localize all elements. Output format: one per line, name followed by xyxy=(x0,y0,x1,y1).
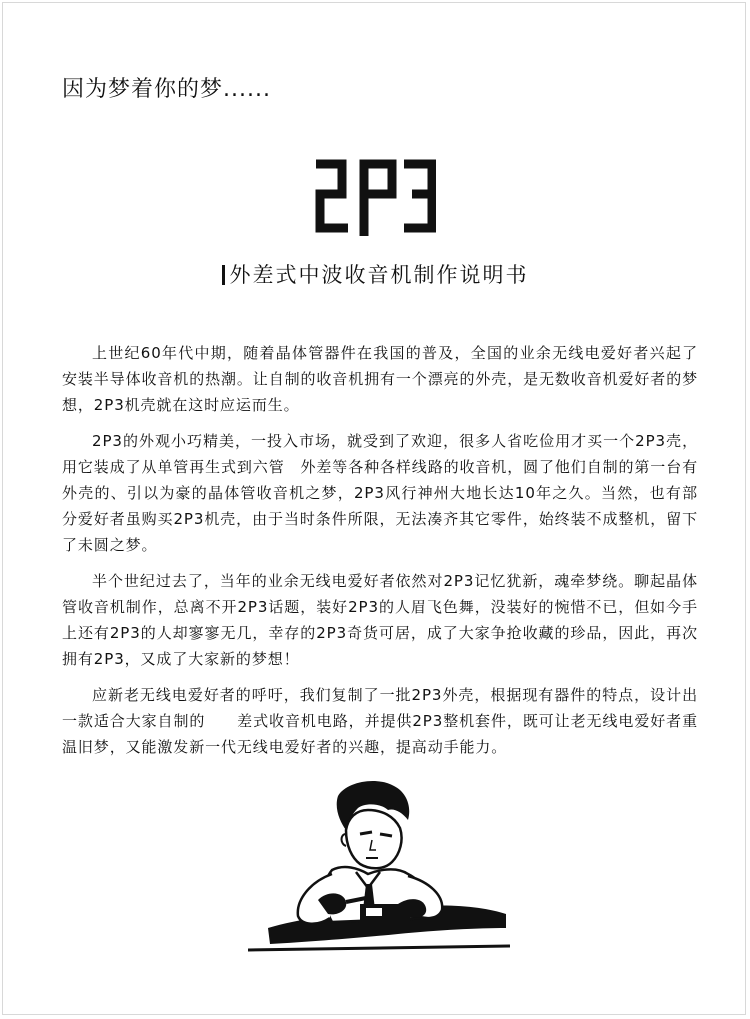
paragraph-2: 2P3的外观小巧精美，一投入市场，就受到了欢迎，很多人省吃俭用才买一个2P3壳，用它装成了从单管再生式到六管 外差等各种各样线路的收音机，圆了他们自制的第一台有外壳的、引以为豪的晶体管收音机之梦，2P3风行神州大地长达10年之久。当然，也有部分爱好者虽购买2P3机壳，由于当时条件所限，无法凑齐其它零件，始终装不成整机，留下了未圆之梦。 xyxy=(62,432,699,554)
paragraph-1: 上世纪60年代中期，随着晶体管器件在我国的普及，全国的业余无线电爱好者兴起了安装半导体收音机的热潮。让自制的收音机拥有一个漂亮的外壳，是无数收音机爱好者的梦想，2P3机壳就在这时应运而生。 xyxy=(62,344,699,414)
logo-2p3 xyxy=(312,156,436,240)
subtitle-marker xyxy=(222,265,225,285)
tagline: 因为梦着你的梦...... xyxy=(62,77,271,102)
body-text xyxy=(62,340,698,770)
paragraph-3: 半个世纪过去了，当年的业余无线电爱好者依然对2P3记忆犹新，魂牵梦绕。聊起晶体管收音机制作，总离不开2P3话题，装好2P3的人眉飞色舞，没装好的惋惜不已，但如今手上还有2P3的人却寥寥无几，幸存的2P3奇货可居，成了大家争抢收藏的珍品，因此，再次拥有2P3，又成了大家新的梦想！ xyxy=(62,572,698,668)
paragraph-4: 应新老无线电爱好者的呼吁，我们复制了一批2P3外壳，根据现有器件的特点，设计出一款适合大家自制的 差式收音机电路，并提供2P3整机套件，既可让老无线电爱好者重温旧梦，又能激发新一代无线电爱好者的兴趣，提高动手能力。 xyxy=(62,686,698,756)
document-subtitle xyxy=(0,259,750,289)
boy-assembling-radio-illustration xyxy=(248,778,510,960)
subtitle-text: 外差式中波收音机制作说明书 xyxy=(229,263,529,287)
